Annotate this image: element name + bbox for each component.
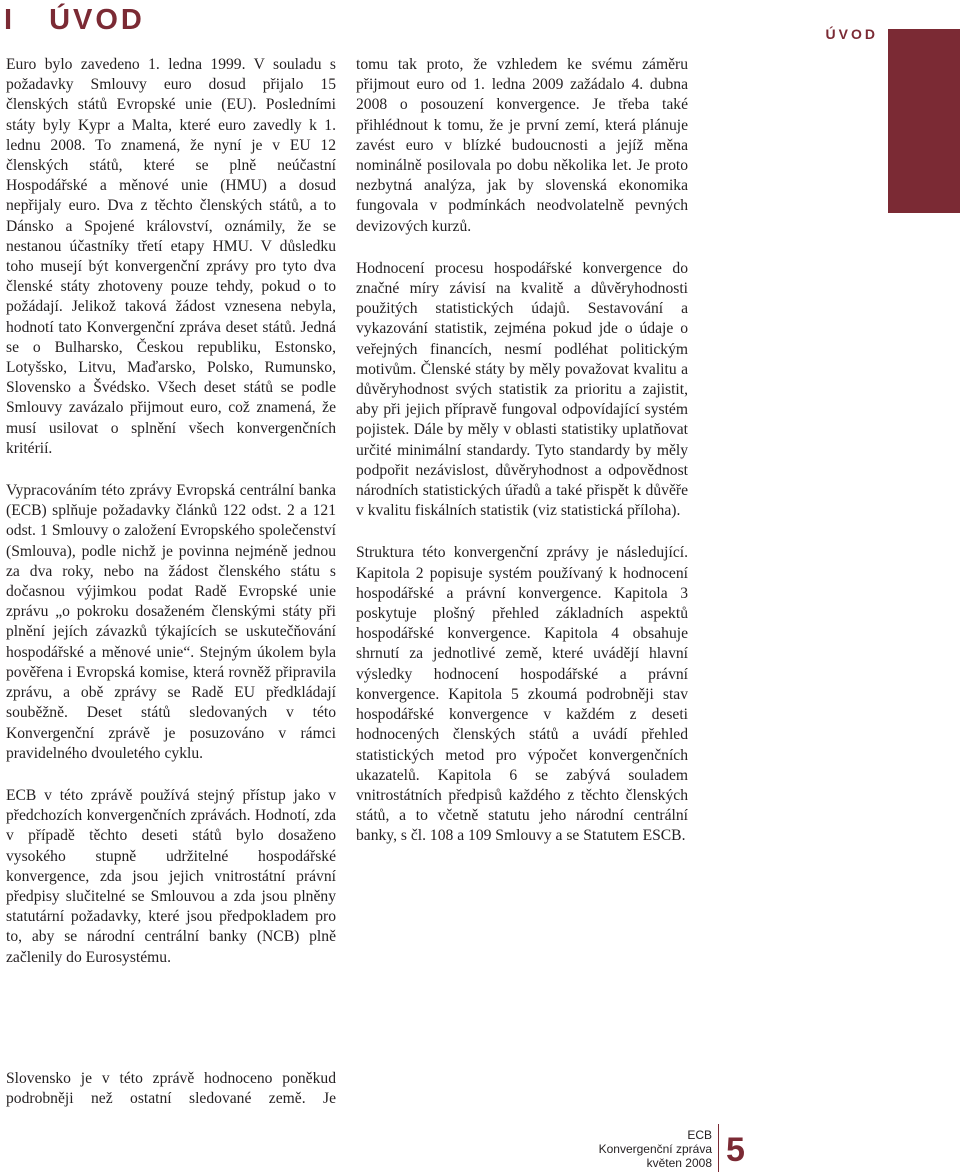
paragraph: Slovensko je v této zprávě hodnoceno poněkud podrobněji než ostatní sledované země. Je [6, 1070, 336, 1108]
footer-publisher: ECB [687, 1128, 712, 1142]
paragraph: Struktura této konvergenční zprávy je následující. Kapitola 2 popisuje systém používaný k hodnocení hospodářské a právní konvergence. Kapitola 3 poskytuje plošný přehled základních aspektů hospodářské konvergence. Kapitola 4 obsahuje shrnutí za jednotlivé země, které uvádějí hlavní výsledky hodnocení hospodářské a právní konvergence. Kapitola 5 zkoumá podrobněji stav hospodářské konvergence v každém z deseti hodnocených členských států a uvádí přehled statistických metod pro výpočet konvergenčních ukazatelů. Kapitola 6 se zabývá souladem vnitrostátních předpisů každého z těchto členských států, a to včetně statutu jeho národní centrální banky, s čl. 108 a 109 Smlouvy a se Statutem ESCB. [356, 544, 688, 845]
chapter-heading [4, 2, 145, 38]
chapter-number: I [4, 4, 16, 36]
chapter-side-bar [888, 29, 960, 213]
left-column-continuation [6, 1069, 336, 1109]
paragraph: Euro bylo zavedeno 1. ledna 1999. V souladu s požadavky Smlouvy euro dosud přijalo 15 členských států Evropské unie (EU). Posledními státy byly Kypr a Malta, které euro zavedly k 1. lednu 2008. To znamená, že nyní je v EU 12 členských států, které se plně neúčastní Hospodářské a měnové unie (HMU) a dosud nepřijaly euro. Dva z těchto členských států, a to Dánsko a Spojené království, oznámily, že se nestanou účastníky třetí etapy HMU. V důsledku toho musejí být konvergenční zprávy pro tyto dva členské státy zhotoveny pouze tehdy, pokud o to požádají. Jelikož taková žádost vznesena nebyla, hodnotí tato Konvergenční zpráva deset států. Jedná se o Bulharsko, Českou republiku, Estonsko, Lotyšsko, Litvu, Maďarsko, Polsko, Rumunsko, Slovensko a Švédsko. Všech deset států se podle Smlouvy zavázalo přijmout euro, což znamená, že musí usilovat o splnění všech konvergenčních kritérií. [6, 56, 336, 457]
paragraph: ECB v této zprávě používá stejný přístup jako v předchozích konvergenčních zprávách. Hodnotí, zda v případě těchto deseti států bylo dosaženo vysokého stupně udržitelné hospodářské konvergence, zda jsou jejich vnitrostátní právní předpisy slučitelné se Smlouvou a zda jsou plněny statutární požadavky, které jsou předpokladem pro to, aby se národní centrální banky (NCB) plně začlenily do Eurosystému. [6, 786, 336, 966]
page-footer [599, 1128, 712, 1170]
page-number: 5 [726, 1131, 745, 1169]
running-head: ÚVOD [825, 26, 878, 42]
paragraph: tomu tak proto, že vzhledem ke svému záměru přijmout euro od 1. ledna 2009 zažádalo 4. dubna 2008 o posouzení konvergence. Je třeba také přihlédnout k tomu, že je první zemí, která plánuje zavést euro v blízké budoucnosti a jejíž měna nominálně posilovala po dobu několika let. Je proto nezbytná analýza, jak by slovenská ekonomika fungovala v podmínkách neodvolatelně pevných devizových kurzů. [356, 56, 688, 235]
paragraph: Hodnocení procesu hospodářské konvergence do značné míry závisí na kvalitě a důvěryhodnosti použitých statistických údajů. Sestavování a vykazování statistik, zejména pokud jde o údaje o veřejných financích, nesmí podléhat politickým motivům. Členské státy by měly považovat kvalitu a důvěryhodnost svých statistik za prioritu a zajistit, aby při jejich přípravě fungoval odpovídající systém pojistek. Dále by měly v oblasti statistiky uplatňovat určité minimální standardy. Tyto standardy by měly podpořit nezávislost, důvěryhodnost a odpovědnost národních statistických úřadů a také přispět k důvěře v kvalitu fiskálních statistik (viz statistická příloha). [356, 259, 688, 520]
right-column [356, 55, 688, 869]
left-column [6, 55, 336, 990]
paragraph: Vypracováním této zprávy Evropská centrální banka (ECB) splňuje požadavky článků 122 odst. 2 a 121 odst. 1 Smlouvy o založení Evropského společenství (Smlouva), podle nichž je povinna nejméně jednou za dva roky, nebo na žádost členského státu s dočasnou výjimkou podat Radě Evropské unie zprávu „o pokroku dosaženém členskými státy při plnění jejích závazků týkajících se uskutečňování hospodářské a měnové unie“. Stejným úkolem byla pověřena i Evropská komise, která rovněž připravila zprávu, a obě zprávy se Radě EU předkládají souběžně. Deset států sledovaných v této Konvergenční zprávě je posuzováno v rámci pravidelného dvouletého cyklu. [6, 482, 336, 762]
footer-divider [718, 1124, 719, 1172]
footer-date: květen 2008 [646, 1156, 712, 1170]
chapter-title: ÚVOD [49, 4, 145, 36]
footer-publication: Konvergenční zpráva [598, 1142, 712, 1156]
